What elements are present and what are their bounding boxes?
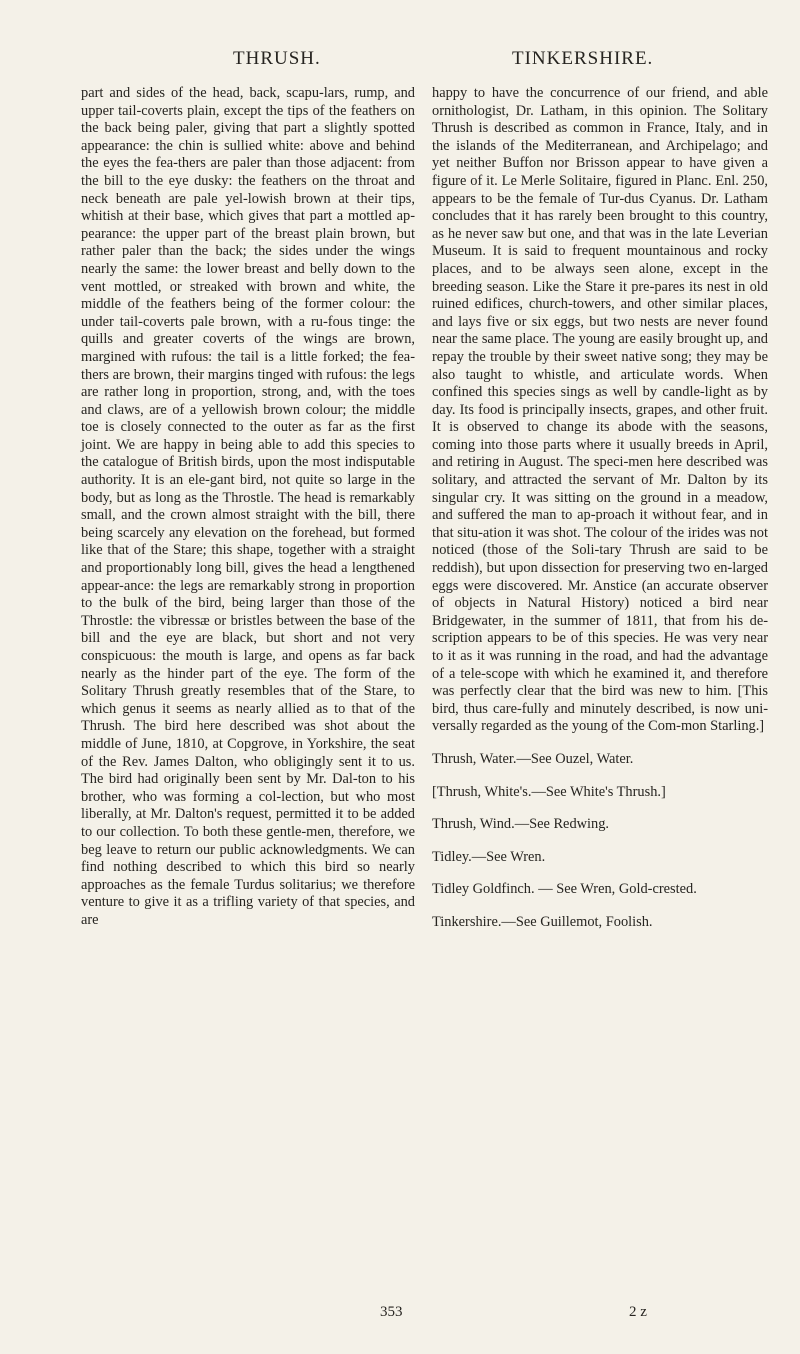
right-column [432,85,768,932]
body-paragraph: happy to have the concurrence of our friend, and able ornithologist, Dr. Latham, in this opinion. The Solitary Thrush is described as common in France, Italy, and in the islands of the Mediterranean, and Archipelago; and yet neither Buffon nor Brisson appear to have given a figure of it. Le Merle Solitaire, figured in Planc. Enl. 250, appears to be the female of Tur-dus Cyanus. Dr. Latham concludes that it has rarely been brought to this country, as he never saw but one, and that was in the late Leverian Museum. It is said to frequent mountainous and rocky places, and to be always seen alone, except in the breeding season. Like the Stare it pre-pares its nest in old ruined edifices, church-towers, and other similar places, and lays five or six eggs, but two nests are never found near the same place. The young are easily brought up, and repay the trouble by their sweet native song; they may be also taught to whistle, and articulate words. When confined this species sings as well by candle-light as by day. Its food is principally insects, grapes, and other fruit. It is observed to change its abode with the seasons, coming into those parts where it usually breeds in April, and retiring in August. The speci-men here described was solitary, and attracted the servant of Mr. Dalton by its singular cry. It was sitting on the ground in a meadow, and suffered the man to ap-proach it without fear, and in that situ-ation it was shot. The colour of the irides was not noticed (those of the Soli-tary Thrush are said to be reddish), but upon dissection for preserving two en-larged eggs were discovered. Mr. Anstice (an accurate observer of objects in Natural History) noticed a bird near Bridgewater, in the summer of 1811, that from his de-scription appears to be of this species. He was very near to it as it was running in the road, and had the advantage of a tele-scope with which he examined it, and therefore was perfectly clear that the bird was new to him. [This bird, thus care-fully and minutely described, is now uni-versally regarded as the young of the Com-mon Starling.] [432,85,768,735]
index-entry: Thrush, Wind.—See Redwing. [432,816,610,833]
running-head-right: TINKERSHIRE. [512,48,654,69]
index-entry: Tidley Goldfinch. — See Wren, Gold-crested. [432,881,697,898]
running-head-left: THRUSH. [233,48,321,69]
page-number: 353 [380,1304,403,1320]
left-column [81,85,415,930]
body-paragraph: part and sides of the head, back, scapu-lars, rump, and upper tail-coverts plain, except the tips of the feathers on the back being paler, giving that part a slightly spotted appearance: the chin is sullied white: above and behind the eyes the fea-thers are paler than those adjacent: from the bill to the eye dusky: the feathers on the throat and neck beneath are pale yel-lowish brown at their tips, whitish at their base, which gives that part a mottled ap-pearance: the upper part of the breast plain brown, but rather paler than the back; the sides under the wings nearly the same: the lower breast and belly down to the vent mottled, or streaked with brown and white, the middle of the feathers being of the former colour: the under tail-coverts pale brown, with a ru-fous tinge: the quills and greater coverts of the wings are brown, margined with rufous: the tail is a little forked; the fea-thers are brown, their margins tinged with rufous: the legs are rather long in proportion, strong, and, with the toes and claws, are of a yellowish brown colour; the middle toe is closely connected to the outer as far as the first joint. We are happy in being able to add this species to the catalogue of British birds, upon the most indisputable authority. It is an ele-gant bird, not quite so large in the body, but as long as the Throstle. The head is remarkably small, and the crown almost straight with the bill, there being scarcely any elevation on the forehead, but formed like that of the Stare; this shape, together with a straight and proportionably long bill, gives the head a lengthened appear-ance: the legs are remarkably strong in proportion to the bulk of the bird, being larger than those of the Throstle: the vibressæ or bristles between the base of the bill and the eye are black, but short and not very conspicuous: the mouth is large, and opens as far back nearly as the hinder part of the eye. The form of the Solitary Thrush greatly resembles that of the Stare, to which genus it seems as nearly allied as to that of the Thrush. The bird here described was shot about the middle of June, 1810, at Copgrove, in Yorkshire, the seat of the Rev. James Dalton, who obligingly sent it to us. The bird had originally been sent by Mr. Dal-ton to his brother, who was forming a col-lection, but who most liberally, at Mr. Dalton's request, permitted it to be added to our collection. To both these gentle-men, therefore, we beg leave to return our public acknowledgments. We can find nothing described to which this bird so nearly approaches as the female Turdus solitarius; we therefore venture to give it as a trifling variety of that species, and are [81,85,415,928]
running-heads [0,48,800,78]
page-footer [0,1304,800,1326]
index-entry: [Thrush, White's.—See White's Thrush.] [432,783,666,800]
index-entry: Tidley.—See Wren. [432,848,546,865]
index-entry: Tinkershire.—See Guillemot, Foolish. [432,913,653,930]
signature-mark: 2 z [629,1304,647,1320]
index-entry: Thrush, Water.—See Ouzel, Water. [432,750,634,767]
